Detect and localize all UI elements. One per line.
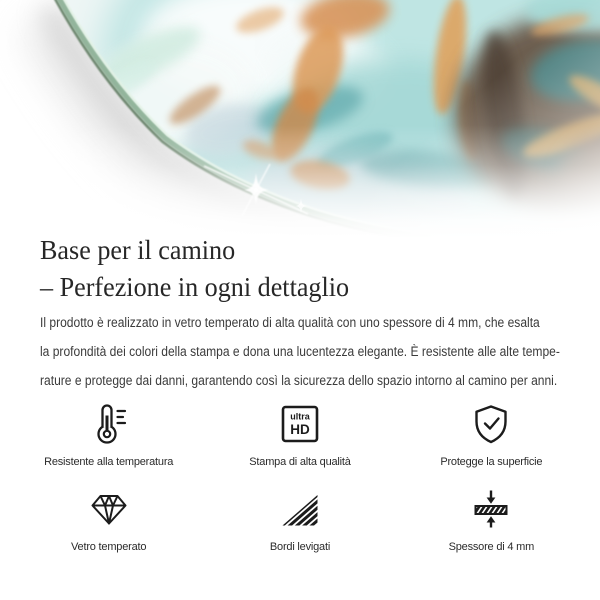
feature-print-quality (204, 402, 395, 469)
polished-edge-icon (278, 487, 322, 531)
feature-label: Spessore di 4 mm (448, 541, 535, 553)
feature-surface-protection (396, 402, 587, 469)
ultra-hd-badge-bottom: HD (290, 422, 310, 437)
feature-label: Vetro temperato (71, 541, 147, 553)
ultra-hd-badge-top: ultra (290, 411, 310, 422)
page-title-line-2: – Perfezione in ogni dettaglio (40, 271, 350, 302)
feature-label: Protegge la superficie (440, 456, 543, 468)
feature-temperature-resistant (13, 402, 204, 469)
ultra-hd-icon (278, 402, 322, 446)
product-photo (0, 0, 600, 250)
thickness-4mm-icon (469, 487, 513, 531)
page-title (40, 231, 349, 305)
product-description (40, 308, 560, 395)
feature-label: Bordi levigati (269, 541, 331, 553)
description-line: la profondità dei colori della stampa e dona una lucentezza elegante. È resistente alle alte tempe- (40, 344, 560, 359)
feature-tempered-glass (13, 487, 204, 554)
thermometer-icon (87, 402, 131, 446)
feature-label: Stampa di alta qualità (249, 456, 351, 468)
shield-check-icon (469, 402, 513, 446)
feature-grid (13, 402, 587, 554)
description-line: Il prodotto è realizzato in vetro temperato di alta qualità con uno spessore di 4 mm, che esalta (40, 315, 540, 330)
feature-polished-edges (204, 487, 395, 554)
description-line: rature e protegge dai danni, garantendo così la sicurezza dello spazio intorno al camino per anni. (40, 373, 558, 388)
feature-thickness (396, 487, 587, 554)
feature-label: Resistente alla temperatura (44, 456, 174, 468)
diamond-icon (87, 487, 131, 531)
white-fade-corner (300, 0, 600, 250)
page-title-line-1: Base per il camino (40, 234, 236, 265)
